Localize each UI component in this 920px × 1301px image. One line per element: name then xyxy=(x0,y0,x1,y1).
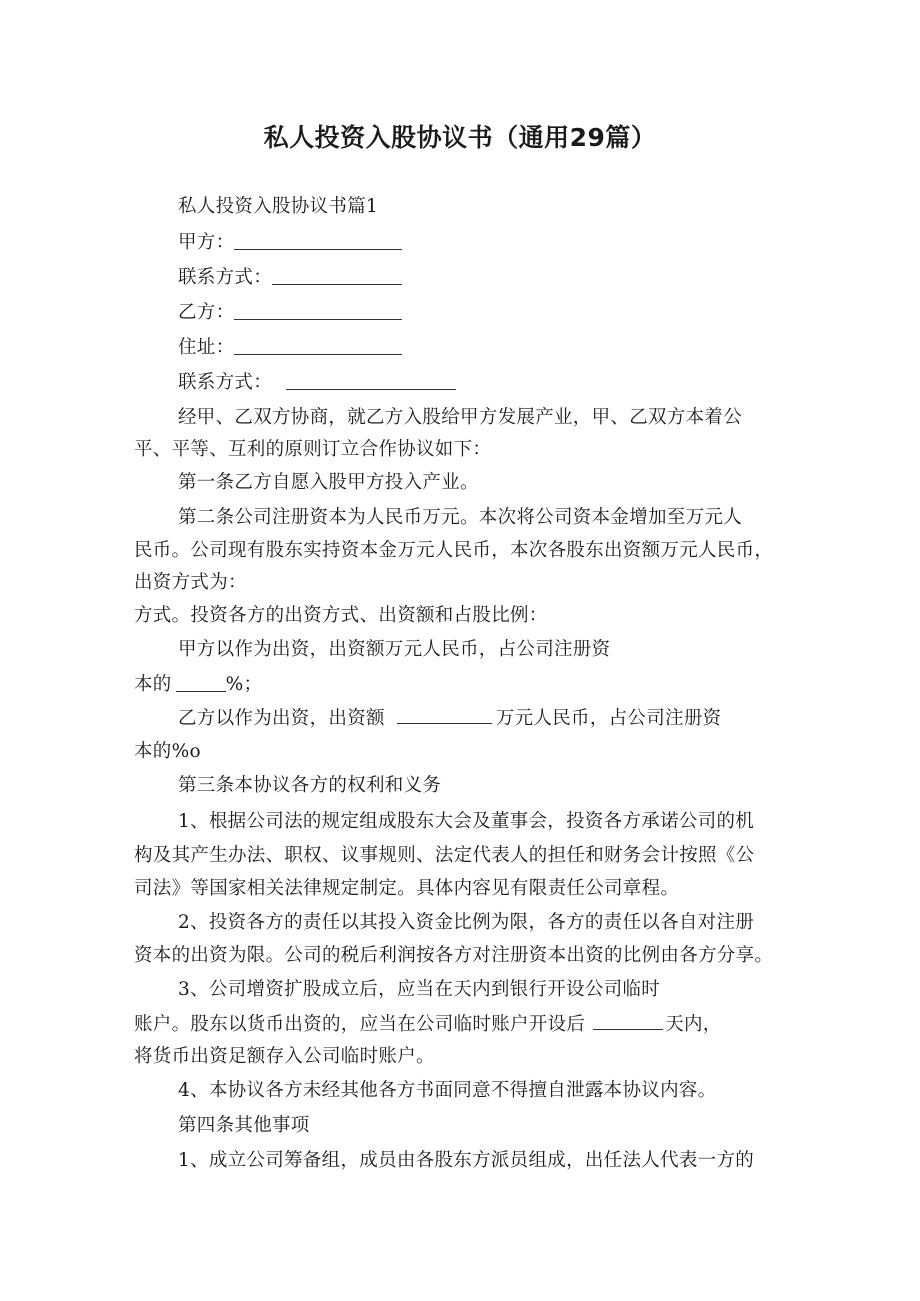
paragraph-line: 司法》等国家相关法律规定制定。具体内容见有限责任公司章程。 xyxy=(134,878,680,899)
paragraph-line: 出资方式为： xyxy=(134,572,247,593)
article-heading: 第一条乙方自愿入股甲方投入产业。 xyxy=(178,472,479,493)
article-heading: 第四条其他事项 xyxy=(178,1115,310,1136)
paragraph-line: 1、根据公司法的规定组成股东大会及董事会，投资各方承诺公司的机 xyxy=(178,811,755,832)
party-a-field: 甲方： xyxy=(178,231,402,255)
paragraph-line: 甲方以作为出资，出资额万元人民币，占公司注册资 xyxy=(178,639,611,660)
paragraph-line: 1、成立公司筹备组，成员由各股东方派员组成，出任法人代表一方的 xyxy=(178,1150,755,1171)
fill-blank xyxy=(272,283,402,285)
paragraph-line: 经甲、乙双方协商，就乙方入股给甲方发展产业，甲、乙双方本着公 xyxy=(178,407,743,428)
party-b-field: 乙方： xyxy=(178,301,402,325)
fill-blank xyxy=(176,690,226,692)
article-heading: 第三条本协议各方的权利和义务 xyxy=(178,775,442,796)
paragraph-line: 4、本协议各方未经其他各方书面同意不得擅自泄露本协议内容。 xyxy=(178,1080,717,1101)
paragraph-line: 资本的出资为限。公司的税后利润按各方对注册资本出资的比例由各方分享。 xyxy=(134,945,774,966)
contact-field: 联系方式： xyxy=(178,371,456,395)
fill-blank xyxy=(286,388,456,390)
paragraph-line: 方式。投资各方的出资方式、出资额和占股比例： xyxy=(134,605,548,626)
contact-field: 联系方式： xyxy=(178,266,402,290)
section-heading: 私人投资入股协议书篇1 xyxy=(178,196,379,217)
paragraph-line: 2、投资各方的责任以其投入资金比例为限，各方的责任以各自对注册 xyxy=(178,912,755,933)
fill-blank xyxy=(234,318,402,320)
paragraph-line: 本的 %； xyxy=(134,674,263,695)
fill-blank xyxy=(593,1028,663,1030)
fill-blank xyxy=(397,722,492,724)
address-field: 住址： xyxy=(178,336,402,360)
paragraph-line: 3、公司增资扩股成立后，应当在天内到银行开设公司临时 xyxy=(178,979,661,1000)
fill-blank xyxy=(234,248,402,250)
paragraph-line: 乙方以作为出资，出资额 万元人民币，占公司注册资 xyxy=(178,708,722,729)
paragraph-line: 平、平等、互利的原则订立合作协议如下： xyxy=(134,439,492,460)
paragraph-line: 账户。股东以货币出资的，应当在公司临时账户开设后 天内， xyxy=(134,1014,722,1035)
paragraph-line: 第二条公司注册资本为人民币万元。本次将公司资本金增加至万元人 xyxy=(178,507,743,528)
paragraph-line: 构及其产生办法、职权、议事规则、法定代表人的担任和财务会计按照《公 xyxy=(134,845,755,866)
paragraph-line: 民币。公司现有股东实持资本金万元人民币，本次各股东出资额万元人民币， xyxy=(134,540,774,561)
paragraph-line: 本的%o xyxy=(134,741,201,762)
fill-blank xyxy=(234,353,402,355)
document-title: 私人投资入股协议书（通用29篇） xyxy=(263,123,657,152)
paragraph-line: 将货币出资足额存入公司临时账户。 xyxy=(134,1046,435,1067)
